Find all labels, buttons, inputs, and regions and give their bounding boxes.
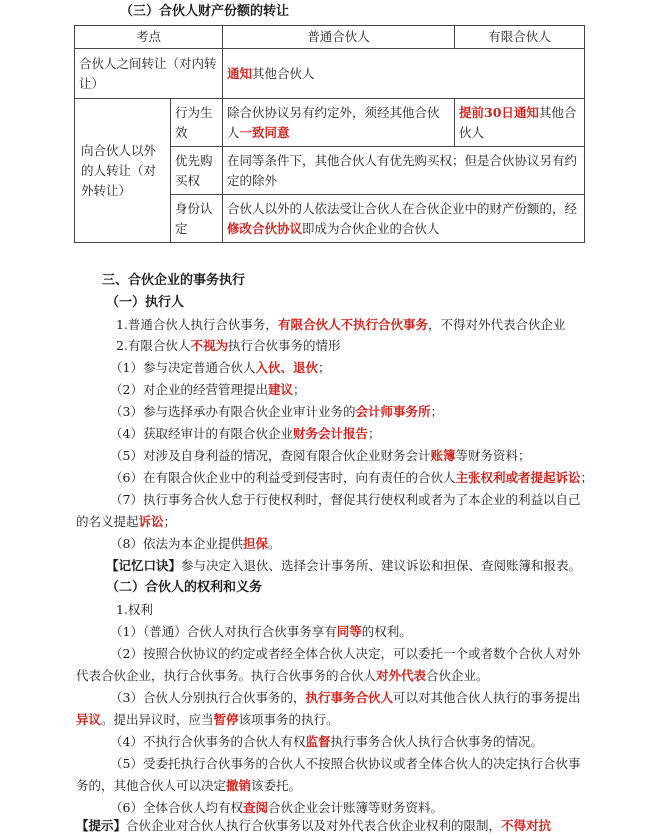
text: （3）合伙人分别执行合伙事务的， [110, 690, 306, 705]
part-title: 三、合伙企业的事务执行 [102, 273, 246, 288]
red-emphasis: 不视为 [190, 338, 228, 353]
text: ； [317, 360, 331, 375]
header-topic: 考点 [75, 26, 223, 49]
paragraph [116, 316, 565, 334]
text: 即成为合伙企业的合伙人 [302, 220, 440, 236]
text: ； [430, 404, 443, 419]
text: （4）不执行合伙事务的合伙人有权 [110, 734, 306, 749]
list-item-continuation [76, 513, 176, 531]
table-row [75, 99, 585, 147]
row-effect-label: 行为生效 [171, 99, 223, 147]
list-item [110, 469, 593, 487]
table-row [75, 49, 585, 99]
mnemonic-label: 【记忆口诀】 [106, 558, 182, 573]
list-item: （2）按照合伙协议的约定或者经全体合伙人决定，可以委托一个或者数个合伙人对外 [110, 646, 581, 661]
list-item [110, 359, 331, 377]
text: ； [292, 382, 306, 397]
paragraph [116, 337, 340, 355]
text: 其他合伙人 [252, 65, 315, 81]
text: （6）在有限合伙企业中的利益受到侵害时，向有责任的合伙人 [110, 470, 456, 485]
text: 合伙人以外的人依法受让合伙人在合伙企业中的财产份额的，经 [227, 200, 578, 216]
header-limited-partner: 有限合伙人 [455, 26, 585, 49]
row-effect-limited [455, 99, 585, 147]
subsection-title: （一）执行人 [106, 295, 185, 310]
subsection-title: （二）合伙人的权利和义务 [106, 580, 263, 595]
red-emphasis: 担保 [242, 536, 268, 551]
text: 合伙企业。 [426, 668, 489, 683]
list-item [110, 535, 281, 553]
row-priority-label: 优先购买权 [171, 147, 223, 195]
row-identity-label: 身份认定 [171, 195, 223, 243]
text: 除合伙协议另有约定外，须经其他合伙人 [227, 104, 440, 140]
list-item [110, 689, 581, 707]
text: 可以对其他合伙人执行的事务提出 [392, 690, 581, 705]
text: 的权利。 [361, 624, 412, 639]
text: ，不得对外代表合伙企业 [427, 317, 566, 332]
list-item [110, 447, 531, 465]
text: 等财务资料； [455, 448, 531, 463]
text: （2）对企业的经营管理提出 [110, 382, 268, 397]
text: 参与决定入退伙、选择会计事务所、建议诉讼和担保、查阅账簿和报表。 [181, 558, 582, 573]
red-emphasis: 主张权利或者提起诉讼 [455, 470, 581, 485]
red-emphasis: 建议 [267, 382, 293, 397]
row-identity-value [223, 195, 585, 243]
section-title: （三）合伙人财产份额的转让 [120, 4, 290, 19]
list-item: （5）受委托执行合伙事务的合伙人不按照合伙协议或者全体合伙人的决定执行合伙事 [110, 756, 581, 771]
red-emphasis: 会计师事务所 [355, 404, 431, 419]
red-emphasis: 执行事务合伙人 [305, 690, 393, 705]
text: 合伙企业会计账簿等财务资料。 [267, 800, 443, 815]
text: 其他合伙人 [459, 104, 577, 140]
text: 1.普通合伙人执行合伙事务， [116, 317, 278, 332]
red-emphasis: 账簿 [430, 448, 456, 463]
red-emphasis: 有限合伙人不执行合伙事务 [277, 317, 428, 332]
text: （1）（普通）合伙人对执行合伙事务享有 [110, 624, 337, 639]
row-internal-value [223, 49, 585, 99]
text: （3）参与选择承办有限合伙企业审计业务的 [110, 404, 356, 419]
list-item [110, 799, 443, 817]
text: （8）依法为本企业提供 [110, 536, 243, 551]
list-item [110, 381, 306, 399]
red-emphasis: 诉讼 [138, 514, 164, 529]
red-emphasis: 撤销 [226, 778, 252, 793]
row-priority-value: 在同等条件下，其他合伙人有优先购买权；但是合伙协议另有约定的除外 [223, 147, 585, 195]
red-emphasis: 财务会计报告 [292, 426, 368, 441]
text: （4）获取经审计的有限合伙企业 [110, 426, 293, 441]
tip [76, 817, 551, 835]
red-emphasis: 异议 [76, 712, 102, 727]
list-item-continuation [76, 777, 301, 795]
text: （6）全体合伙人均有权 [110, 800, 243, 815]
row-effect-general [223, 99, 455, 147]
list-item: （7）执行事务合伙人怠于行使权利时，督促其行使权利或者为了本企业的利益以自己 [110, 492, 581, 507]
text: （5）对涉及自身利益的情况，查阅有限合伙企业财务会计 [110, 448, 431, 463]
red-emphasis: 同等 [336, 624, 362, 639]
text: ； [163, 514, 177, 529]
red-emphasis: 监督 [305, 734, 331, 749]
list-item-continuation [76, 711, 339, 729]
red-emphasis: 不得对抗 [501, 818, 552, 833]
mnemonic [106, 557, 581, 575]
text: （1）参与决定普通合伙人 [110, 360, 256, 375]
red-emphasis: 暂停 [213, 712, 239, 727]
text: 。提出异议时，应当 [101, 712, 214, 727]
text: 执行事务合伙人执行合伙事务的情况。 [330, 734, 543, 749]
text: 该委托。 [251, 778, 302, 793]
red-emphasis: 一致同意 [239, 124, 290, 140]
text: ； [367, 426, 381, 441]
text: 。 [267, 536, 281, 551]
row-external-label: 向合伙人以外的人转让（对外转让） [75, 99, 171, 243]
text: 的名义提起 [76, 514, 139, 529]
list-item [110, 425, 381, 443]
red-emphasis: 入伙、退伙 [255, 360, 318, 375]
row-internal-label: 合伙人之间转让（对内转让） [75, 49, 223, 99]
red-emphasis: 提前30日通知 [459, 104, 539, 120]
text: 执行合伙事务的情形 [227, 338, 341, 353]
table-header-row [75, 26, 585, 49]
text: 该项事务的执行。 [238, 712, 339, 727]
transfer-table [74, 25, 585, 243]
red-emphasis: 查阅 [242, 800, 268, 815]
paragraph: 1.权利 [116, 602, 153, 617]
text: 2.有限合伙人 [116, 338, 191, 353]
tip-label: 【提示】 [76, 818, 127, 833]
list-item-continuation [76, 667, 489, 685]
list-item [110, 623, 412, 641]
text: ； [580, 470, 593, 485]
text: 务的，其他合伙人可以决定 [76, 778, 227, 793]
red-emphasis: 对外代表 [376, 668, 427, 683]
list-item [110, 403, 443, 421]
text: 合伙企业对合伙人执行合伙事务以及对外代表合伙企业权利的限制， [126, 818, 502, 833]
text: 代表合伙企业，执行合伙事务。执行合伙事务的合伙人 [76, 668, 377, 683]
red-emphasis: 通知 [227, 65, 253, 81]
red-emphasis: 修改合伙协议 [227, 220, 303, 236]
list-item [110, 733, 543, 751]
header-general-partner: 普通合伙人 [223, 26, 455, 49]
